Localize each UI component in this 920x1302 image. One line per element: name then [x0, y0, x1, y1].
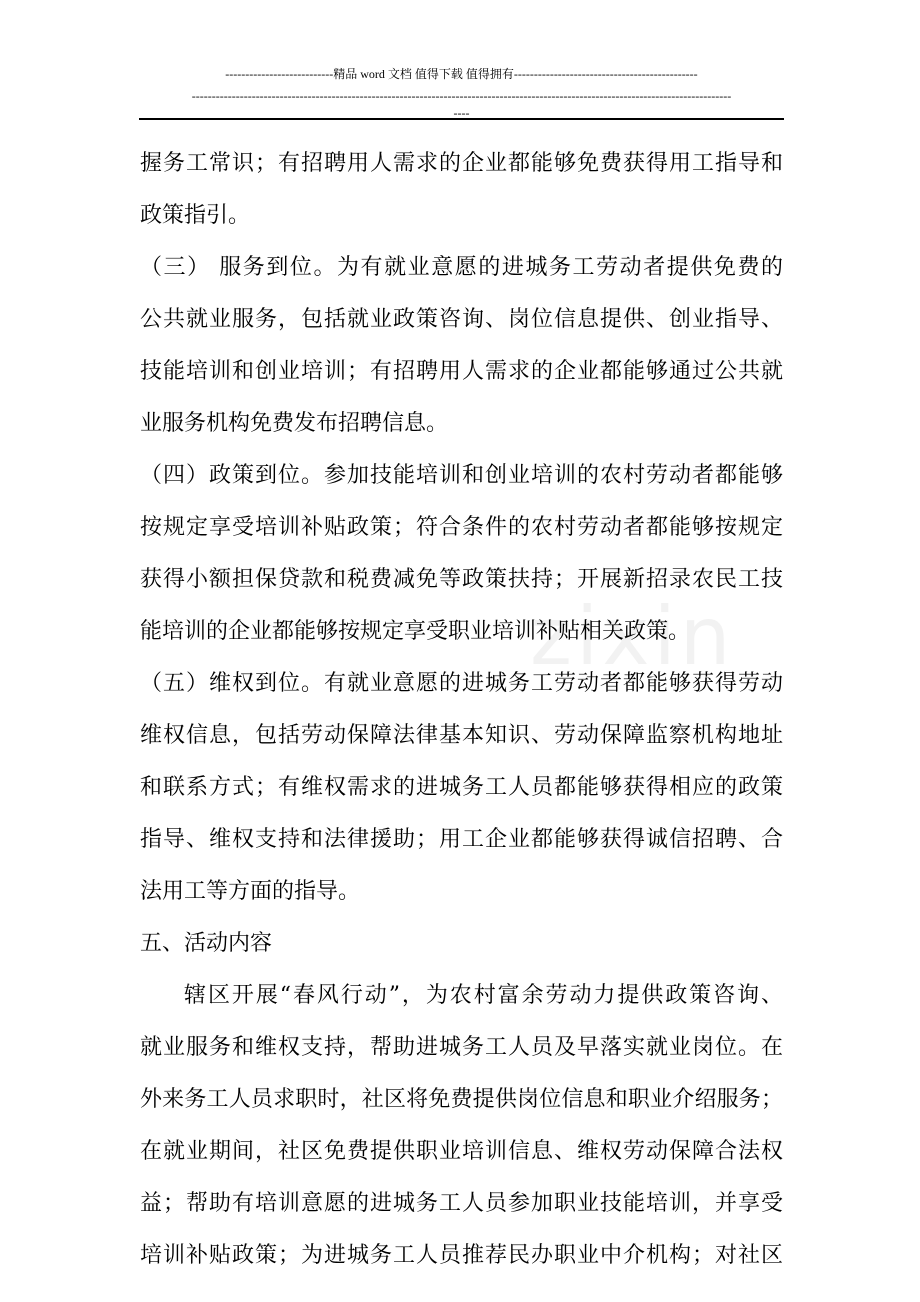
text-line: 按规定享受培训补贴政策；符合条件的农村劳动者都能够按规定: [140, 515, 783, 540]
text-line: 益；帮助有培训意愿的进城务工人员参加职业技能培训，并享受: [140, 1191, 783, 1216]
text-line: 和联系方式；有维权需求的进城务工人员都能够获得相应的政策: [140, 775, 783, 800]
text-line: 政策指引。: [140, 203, 251, 228]
text-line: 公共就业服务，包括就业政策咨询、岗位信息提供、创业指导、: [140, 307, 783, 332]
section-heading: 五、活动内容: [140, 931, 273, 956]
text-line: 技能培训和创业培训；有招聘用人需求的企业都能够通过公共就: [140, 359, 783, 384]
text-line: 就业服务和维权支持，帮助进城务工人员及早落实就业岗位。在: [140, 1035, 783, 1060]
text-line: 辖区开展“春风行动”，为农村富余劳动力提供政策咨询、: [184, 983, 783, 1008]
text-line: 能培训的企业都能够按规定享受职业培训补贴相关政策。: [140, 619, 691, 644]
text-line: 握务工常识；有招聘用人需求的企业都能够免费获得用工指导和: [140, 151, 783, 176]
text-line: 获得小额担保贷款和税费减免等政策扶持；开展新招录农民工技: [140, 567, 783, 592]
text-line: （三） 服务到位。为有就业意愿的进城务工劳动者提供免费的: [140, 255, 783, 280]
text-line: 指导、维权支持和法律援助；用工企业都能够获得诚信招聘、合: [140, 827, 783, 852]
text-line: 培训补贴政策；为进城务工人员推荐民办职业中介机构；对社区: [140, 1243, 783, 1268]
page-header: [140, 66, 783, 122]
text-line: 外来务工人员求职时，社区将免费提供岗位信息和职业介绍服务；: [140, 1087, 783, 1112]
watermark-text: zixin: [530, 590, 735, 683]
header-dash-tail: ----: [453, 106, 470, 120]
text-line: 维权信息，包括劳动保障法律基本知识、劳动保障监察机构地址: [140, 723, 783, 748]
text-line: （四）政策到位。参加技能培训和创业培训的农村劳动者都能够: [140, 463, 783, 488]
text-line: 业服务机构免费发布招聘信息。: [140, 411, 449, 436]
text-line: 法用工等方面的指导。: [140, 879, 361, 904]
text-line: 在就业期间，社区免费提供职业培训信息、维权劳动保障合法权: [140, 1139, 783, 1164]
document-body: [140, 138, 783, 1282]
header-divider: [139, 118, 784, 120]
header-banner-text: ---------------------------精品 word 文档 值得下载 值得拥有----------------------------------------------: [225, 67, 698, 81]
text-line: （五）维权到位。有就业意愿的进城务工劳动者都能够获得劳动: [140, 671, 783, 696]
header-dash-line: ---------------------------------------------------------------------------------------------------------------------------------------: [191, 89, 732, 103]
